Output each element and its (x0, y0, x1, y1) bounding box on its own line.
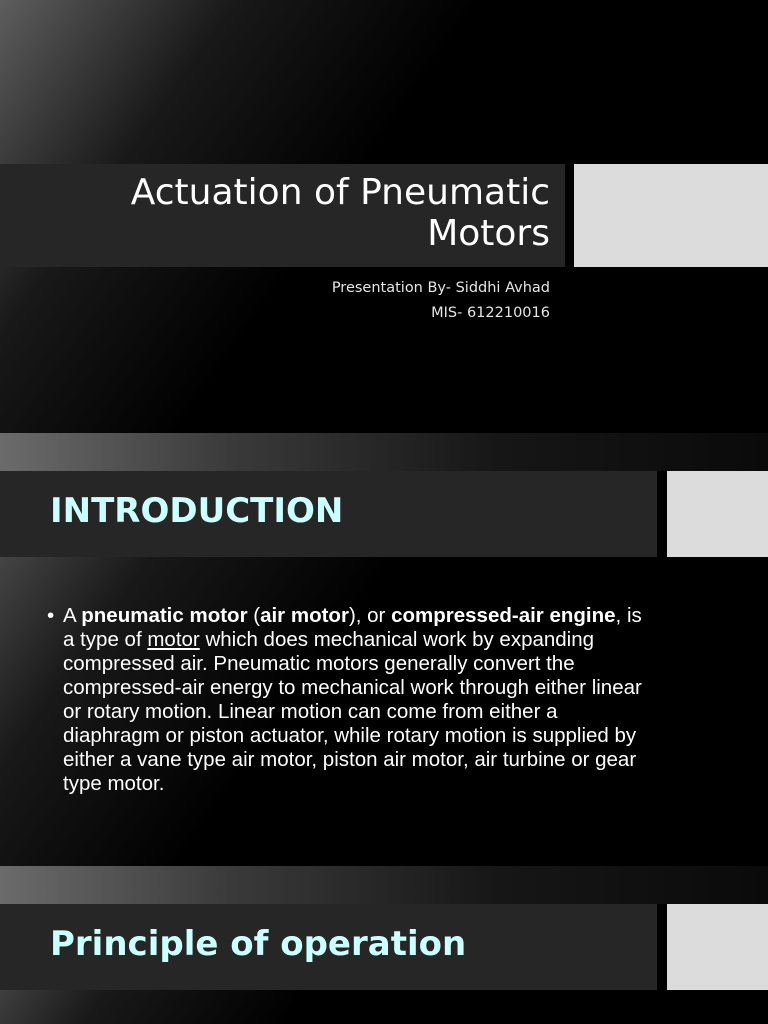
slide-separator-top (0, 433, 768, 471)
introduction-slide (0, 433, 768, 866)
term-compressed-air-engine: compressed-air engine (391, 604, 616, 627)
motor-link[interactable]: motor (147, 628, 200, 651)
intro-bullet (47, 604, 647, 796)
presenter-name: Presentation By- Siddhi Avhad (331, 280, 550, 296)
title-line-2: Motors (427, 213, 550, 254)
title-side-block (574, 164, 768, 267)
mis-number: MIS- 612210016 (431, 305, 550, 321)
presentation-title (30, 172, 550, 254)
title-line-1: Actuation of Pneumatic (130, 172, 550, 213)
heading-side-block (667, 904, 768, 990)
title-slide (0, 0, 768, 433)
bullet-icon: • (47, 604, 55, 627)
term-pneumatic-motor: pneumatic motor (81, 604, 248, 627)
term-air-motor: air motor (260, 604, 349, 627)
bullet-text: A pneumatic motor (air motor), or compressed-air engine, is a type of motor which does mechanical work by expanding compressed air. Pneumatic motors generally convert the compressed-air energy to mechanical work through either linear or rotary motion. Linear motion can come from either a diaphragm or piston actuator, while rotary motion is supplied by either a vane type air motor, piston air motor, air turbine or gear type motor. (63, 604, 642, 795)
section-heading: INTRODUCTION (50, 491, 344, 531)
heading-side-block (667, 471, 768, 557)
slide-separator-top (0, 866, 768, 904)
principle-slide (0, 866, 768, 1024)
section-heading: Principle of operation (50, 924, 467, 964)
